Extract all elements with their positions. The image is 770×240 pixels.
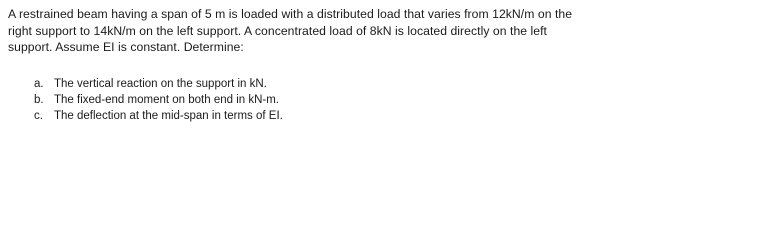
problem-statement xyxy=(8,6,728,56)
question-marker: b. xyxy=(34,93,44,106)
question-text: The vertical reaction on the support in kN. xyxy=(54,77,267,90)
statement-line: A restrained beam having a span of 5 m is loaded with a distributed load that varies from 12kN/m on the xyxy=(8,7,573,21)
question-item-c xyxy=(34,108,728,124)
statement-line: support. Assume EI is constant. Determine: xyxy=(8,40,244,54)
question-item-b xyxy=(34,92,728,108)
question-list xyxy=(8,76,728,124)
question-marker: a. xyxy=(34,77,44,90)
question-marker: c. xyxy=(34,109,43,122)
question-text: The deflection at the mid-span in terms of EI. xyxy=(54,109,283,122)
question-item-a xyxy=(34,76,728,92)
question-text: The fixed-end moment on both end in kN-m. xyxy=(54,93,280,106)
statement-line: right support to 14kN/m on the left support. A concentrated load of 8kN is located directly on the left xyxy=(8,23,547,38)
problem-block xyxy=(8,6,728,124)
